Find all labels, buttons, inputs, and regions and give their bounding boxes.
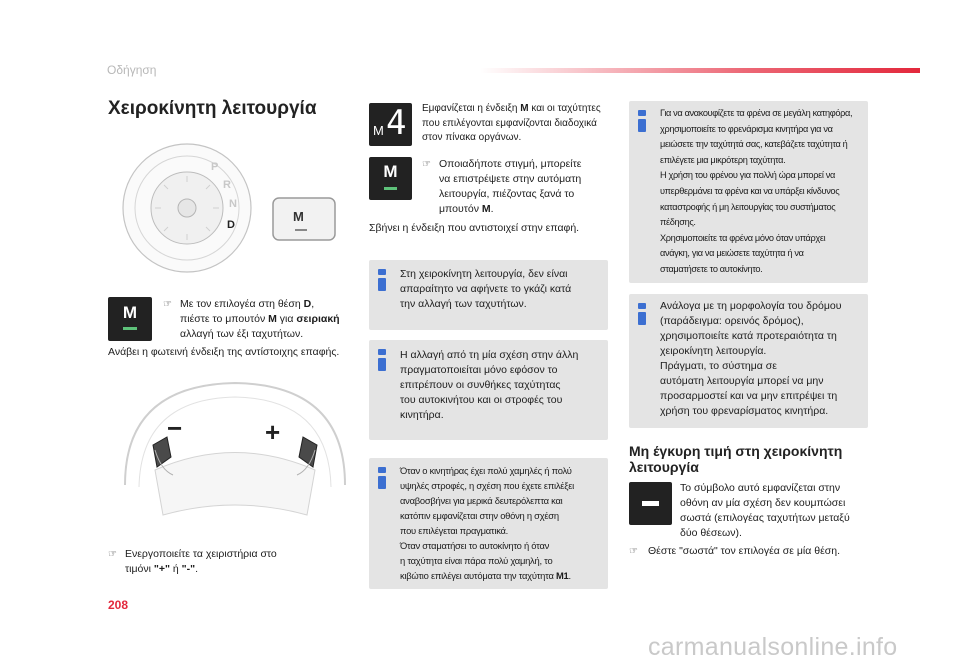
info5-line: αυτόματη λειτουργία μπορεί να μην bbox=[660, 375, 824, 387]
arrow-bullet-icon: ☞ bbox=[108, 549, 117, 560]
green-light-icon bbox=[123, 327, 137, 330]
m-icon-label: M bbox=[122, 303, 138, 322]
gear-letter-r: R bbox=[223, 179, 231, 191]
page-number: 208 bbox=[108, 598, 129, 612]
info5-line: χειροκίνητη λειτουργία. bbox=[660, 345, 767, 357]
shows-line2: που επιλέγονται εμφανίζονται διαδοχικά bbox=[422, 117, 597, 129]
info-box-conditions bbox=[369, 340, 608, 440]
info3-line: αναβοσβήνει για μερικά δευτερόλεπτα και bbox=[400, 495, 563, 506]
info4-line: ανάγκη, για να μειώσετε ταχύτητα ή να bbox=[660, 248, 804, 259]
m-button-icon bbox=[369, 157, 412, 200]
lights-text: Ανάβει η φωτεινή ένδειξη της αντίστοιχης επαφής. bbox=[108, 346, 340, 358]
info-icon bbox=[378, 349, 386, 371]
info3-period: . bbox=[568, 570, 571, 581]
paddle-plus-label: + bbox=[265, 417, 281, 447]
arrow-bullet-icon: ☞ bbox=[629, 546, 638, 557]
info2-line: επιτρέπουν οι συνθήκες ταχύτητας bbox=[400, 379, 561, 391]
step1-sequential: σειριακή bbox=[296, 313, 340, 325]
shows-line1: Εμφανίζεται η ένδειξη bbox=[422, 103, 521, 114]
anytime-line4: μπουτόν bbox=[439, 203, 482, 215]
invalid-gear-icon bbox=[629, 482, 672, 525]
goes-out-text: Σβήνει η ένδειξη που αντιστοιχεί στην επαφή. bbox=[369, 222, 580, 234]
step2-minus: "-" bbox=[181, 563, 196, 575]
info4-line: μειώσετε την ταχύτητά σας, κατεβάζετε ταχύτητα ή bbox=[660, 139, 848, 150]
info2-line: πραγματοποιείται μόνο εφόσον το bbox=[400, 364, 558, 376]
m-mode-indicator-icon bbox=[108, 297, 152, 341]
dash-symbol-icon bbox=[642, 501, 659, 506]
info3-line: που επιλέγεται πραγματικά. bbox=[400, 525, 509, 536]
info-box-road-profile bbox=[629, 294, 868, 428]
info2-line: κινητήρα. bbox=[400, 409, 444, 421]
info-box-engine-speed bbox=[369, 458, 608, 589]
info4-line: Για να ανακουφίζετε τα φρένα σε μεγάλη κατηφόρα, bbox=[660, 108, 853, 118]
info4-line: υπερθερμάνει τα φρένα και να υπάρξει κίνδυνος bbox=[660, 185, 840, 196]
gear-letter-p: P bbox=[211, 161, 219, 173]
info1-line: την αλλαγή των ταχυτήτων. bbox=[400, 298, 527, 310]
info-box-engine-braking bbox=[629, 101, 868, 283]
step-use-paddles bbox=[108, 547, 358, 577]
paddle-minus-label: − bbox=[167, 413, 183, 443]
info-icon bbox=[378, 467, 386, 489]
arrow-bullet-icon: ☞ bbox=[163, 299, 172, 310]
info5-line: χρήση του φρεναρίσματος κινητήρα. bbox=[660, 405, 829, 417]
anytime-period: . bbox=[490, 203, 494, 215]
instrument-display-icon bbox=[369, 103, 412, 146]
step2-end: . bbox=[195, 563, 199, 575]
info1-line: απαραίτητο να αφήνετε το γκάζι κατά bbox=[400, 283, 572, 295]
step1-comma: , bbox=[311, 298, 315, 310]
step2-plus: "+" bbox=[153, 563, 170, 575]
info-icon bbox=[378, 269, 386, 291]
invalid-line: σωστά (επιλογέας ταχυτήτων μεταξύ bbox=[680, 512, 850, 524]
step-return-auto bbox=[422, 157, 612, 217]
gear-shown-text bbox=[422, 102, 612, 146]
info5-line: Ανάλογα με τη μορφολογία του δρόμου bbox=[660, 300, 842, 312]
info4-line: καταστροφής ή μη λειτουργίας του συστήματος bbox=[660, 201, 836, 212]
gear-letter-d: D bbox=[227, 219, 235, 231]
info4-line: πέδησης. bbox=[660, 217, 696, 228]
info3-line: Όταν σταματήσει το αυτοκίνητο ή όταν bbox=[400, 540, 550, 551]
place-text: Θέστε "σωστά" τον επιλογέα σε μία θέση. bbox=[648, 545, 840, 557]
watermark: carmanualsonline.info bbox=[648, 633, 898, 661]
step2-line1: Ενεργοποιείτε τα χειριστήρια στο bbox=[125, 548, 277, 560]
info3-line: κατόπιν εμφανίζεται στην οθόνη η σχέση bbox=[400, 510, 559, 521]
anytime-line2: να επιστρέψετε στην αυτόματη bbox=[439, 173, 582, 185]
info3-line: η ταχύτητα είναι πάρα πολύ χαμηλή, το bbox=[400, 555, 553, 566]
step-select-m bbox=[163, 297, 353, 342]
display-m-label: M bbox=[373, 123, 384, 138]
invalid-heading-line1: Μη έγκυρη τιμή στη χειροκίνητη bbox=[629, 443, 843, 459]
invalid-text bbox=[680, 481, 870, 541]
wheel-hub bbox=[155, 453, 315, 516]
info3-m1: M1 bbox=[556, 570, 569, 581]
info4-line: Η χρήση του φρένου για πολλή ώρα μπορεί να bbox=[660, 170, 835, 181]
info3-line: Όταν ο κινητήρας έχει πολύ χαμηλές ή πολύ bbox=[400, 465, 572, 476]
anytime-m: M bbox=[481, 203, 491, 215]
page-title: Χειροκίνητη λειτουργία bbox=[108, 98, 317, 119]
step1-for: για bbox=[276, 313, 297, 325]
info1-line: Στη χειροκίνητη λειτουργία, δεν είναι bbox=[400, 268, 568, 280]
anytime-line1: Οποιαδήποτε στιγμή, μπορείτε bbox=[439, 158, 582, 170]
steering-wheel-illustration bbox=[115, 375, 355, 535]
step1-line2: πιέστε το μπουτόν bbox=[180, 313, 269, 325]
section-label: Οδήγηση bbox=[107, 63, 157, 77]
display-gear-number: 4 bbox=[386, 103, 407, 143]
step1-text: Με τον επιλογέα στη θέση bbox=[180, 298, 304, 310]
shows-line3: στον πίνακα οργάνων. bbox=[422, 132, 522, 143]
step-place-correctly bbox=[629, 544, 874, 559]
header-accent-line bbox=[480, 68, 920, 73]
step2-line2: τιμόνι bbox=[125, 563, 154, 575]
step1-d: D bbox=[303, 298, 312, 310]
m2-icon-label: M bbox=[383, 162, 398, 181]
info5-line: προσαρμοστεί και να μην επιτρέψει τη bbox=[660, 390, 838, 402]
anytime-line3: λειτουργία, πιέζοντας ξανά το bbox=[439, 188, 575, 200]
info-icon bbox=[638, 110, 646, 132]
invalid-line: Το σύμβολο αυτό εμφανίζεται στην bbox=[680, 482, 841, 494]
step2-or: ή bbox=[169, 563, 182, 575]
invalid-line: δύο θέσεων). bbox=[680, 527, 742, 539]
info-icon bbox=[638, 303, 646, 325]
shows-line1b: και οι ταχύτητες bbox=[528, 103, 601, 114]
info-box-throttle bbox=[369, 260, 608, 330]
m-button-indicator-icon bbox=[295, 229, 307, 231]
gear-selector-illustration bbox=[115, 140, 355, 290]
invalid-value-heading bbox=[629, 443, 869, 475]
info2-line: Η αλλαγή από τη μία σχέση στην άλλη bbox=[400, 349, 579, 361]
step1-line3: αλλαγή των έξι ταχυτήτων. bbox=[180, 328, 304, 340]
invalid-line: οθόνη αν μία σχέση δεν κουμπώσει bbox=[680, 497, 846, 509]
info4-line: επιλέγετε μια μικρότερη ταχύτητα. bbox=[660, 154, 786, 165]
info3-last-line: κιβώτιο επιλέγει αυτόματα την ταχύτητα bbox=[400, 570, 556, 581]
info4-line: Χρησιμοποιείτε τα φρένα μόνο όταν υπάρχει bbox=[660, 232, 826, 243]
gear-letter-n: N bbox=[229, 198, 237, 210]
info5-line: Πράγματι, το σύστημα σε bbox=[660, 360, 777, 372]
step1-m: M bbox=[268, 313, 277, 325]
m-button-illustration-label: M bbox=[293, 209, 304, 224]
info5-line: (παράδειγμα: ορεινός δρόμος), bbox=[660, 315, 804, 327]
arrow-bullet-icon: ☞ bbox=[422, 159, 431, 170]
info2-line: του αυτοκινήτου και οι στροφές του bbox=[400, 394, 563, 406]
invalid-heading-line2: λειτουργία bbox=[629, 459, 699, 475]
green-light-icon bbox=[384, 187, 397, 190]
info4-line: σταματήσετε το αυτοκίνητο. bbox=[660, 263, 763, 274]
brand-logo-icon bbox=[178, 199, 196, 217]
shows-m: M bbox=[520, 103, 529, 114]
info5-line: χρησιμοποιείτε κατά προτεραιότητα τη bbox=[660, 330, 837, 342]
info4-line: χρησιμοποιείτε το φρενάρισμα κινητήρα για να bbox=[660, 123, 833, 134]
m-button-illustration bbox=[273, 198, 335, 240]
info3-line: υψηλές στροφές, η σχέση που έχετε επιλέξει bbox=[400, 480, 574, 491]
